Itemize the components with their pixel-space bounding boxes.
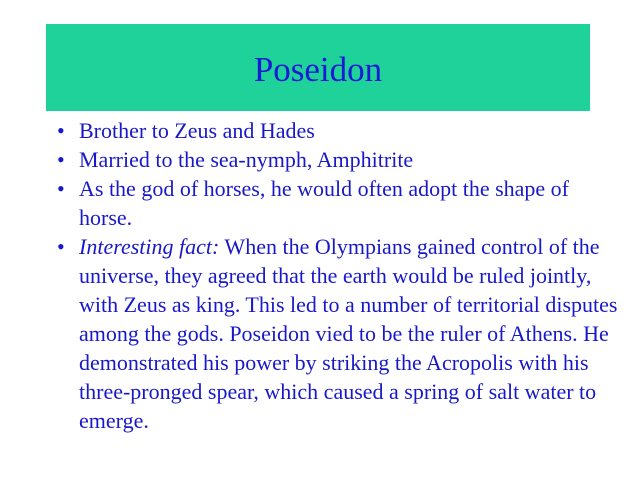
bullet-item [22,232,622,435]
bullet-item [22,145,622,174]
bullet-marker: • [57,176,65,201]
slide-title: Poseidon [253,50,383,89]
title-bar [46,24,590,111]
fact-text: When the Olympians gained control of the universe, they agreed that the earth would be ruled jointly, with Zeus as king. This led to a number of territorial disputes among the gods. Poseidon vied to be the ruler of Athens. He demonstrated his power by striking the Acropolis with his three-pronged spear, which caused a spring of salt water to emerge. [79,234,618,433]
bullet-text: As the god of horses, he would often adopt the shape of horse. [79,176,570,230]
bullet-marker: • [57,234,65,259]
bullet-item [22,116,622,145]
bullet-text: Brother to Zeus and Hades [79,118,315,143]
bullet-marker: • [57,118,65,143]
bullet-text: Married to the sea-nymph, Amphitrite [79,147,414,172]
bullet-item [22,174,622,232]
bullet-list [22,116,622,435]
bullet-text [79,232,622,435]
bullet-marker: • [57,147,65,172]
fact-label: Interesting fact: [79,234,220,259]
